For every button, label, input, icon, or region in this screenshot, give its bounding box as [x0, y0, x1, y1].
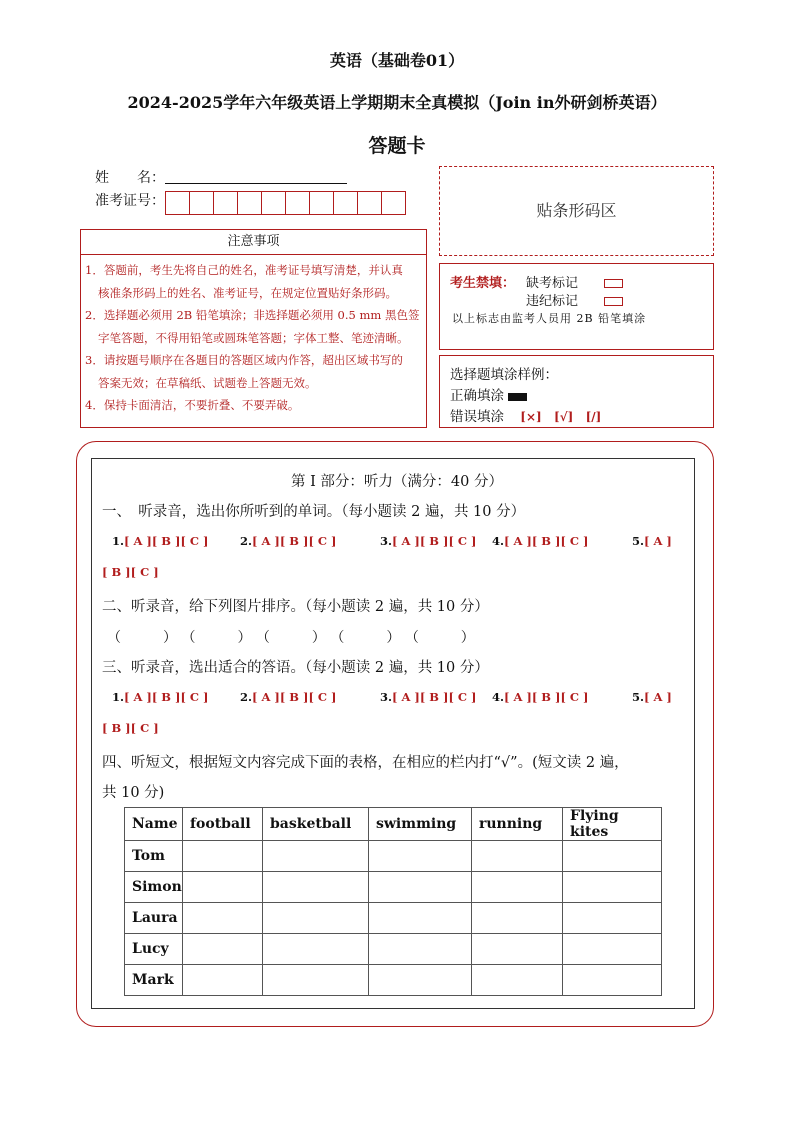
section3-question: [380, 690, 477, 704]
order-blank[interactable]: （ ）: [181, 630, 252, 646]
exam-id-label: 准考证号：: [95, 193, 165, 209]
row-name: Simon: [125, 872, 183, 903]
notice-item: [81, 394, 426, 417]
violation-label: 违纪标记: [526, 294, 579, 309]
section1-question: [492, 534, 589, 548]
name-field[interactable]: [165, 183, 347, 184]
tick-cell[interactable]: [563, 965, 662, 996]
tick-cell[interactable]: [563, 872, 662, 903]
table-row: [125, 965, 662, 996]
answer-option[interactable]: [ A ]: [504, 534, 532, 548]
answer-option[interactable]: [ A ]: [124, 534, 152, 548]
answer-option[interactable]: [ B ]: [279, 690, 309, 704]
answer-option[interactable]: [ B ]: [151, 690, 181, 704]
tick-cell[interactable]: [472, 872, 563, 903]
wrong-mark: [×]: [520, 410, 542, 424]
tick-cell[interactable]: [183, 965, 263, 996]
exam-id-digit-box[interactable]: [165, 191, 190, 215]
answer-option[interactable]: [ B ]: [279, 534, 309, 548]
question-number: 3.: [380, 690, 393, 704]
table-row: [125, 872, 662, 903]
correct-fill-sample: [508, 393, 527, 401]
answer-option[interactable]: [ B ]: [419, 534, 449, 548]
notice-text: 答题前，考生先将自己的姓名，准考证号填写清楚，并认真: [103, 263, 403, 277]
question-number: 1.: [112, 534, 125, 548]
tick-cell[interactable]: [369, 934, 472, 965]
tick-cell[interactable]: [263, 934, 369, 965]
notice-text: 请按题号顺序在各题目的答题区域内作答，超出区域书写的: [103, 353, 403, 367]
answer-option[interactable]: [ A ]: [644, 534, 672, 548]
wrong-mark: [/]: [585, 410, 602, 424]
answer-option[interactable]: [ A ]: [392, 690, 420, 704]
tick-cell[interactable]: [472, 934, 563, 965]
tick-cell[interactable]: [563, 903, 662, 934]
section1-question: [632, 534, 672, 548]
absent-mark-row: [526, 272, 623, 291]
wrong-fill-label: 错误填涂: [450, 409, 504, 425]
exam-id-digit-box[interactable]: [237, 191, 262, 215]
name-label: 姓 名：: [95, 170, 165, 186]
table-row: [125, 903, 662, 934]
answer-option[interactable]: [ A ]: [504, 690, 532, 704]
section3-question-wrap: [102, 721, 159, 735]
activity-table: [124, 807, 662, 996]
row-name: Tom: [125, 841, 183, 872]
order-blank[interactable]: （ ）: [330, 630, 401, 646]
answer-option[interactable]: [ A ]: [392, 534, 420, 548]
answer-option[interactable]: [ C ]: [130, 721, 159, 735]
exam-id-digit-box[interactable]: [213, 191, 238, 215]
exam-id-digit-box[interactable]: [189, 191, 214, 215]
barcode-area: [439, 166, 714, 256]
prohibited-note: 以上标志由监考人员用 2B 铅笔填涂: [452, 312, 647, 325]
section4-heading-line1: 四、听短文，根据短文内容完成下面的表格，在相应的栏内打“√”。(短文读 2 遍，: [102, 755, 629, 771]
answer-option[interactable]: [ B ]: [102, 721, 131, 735]
answer-option[interactable]: [ C ]: [560, 534, 589, 548]
correct-fill-row: [450, 384, 527, 404]
section2-heading: 二、听录音，给下列图片排序。（每小题读 2 遍，共 10 分）: [102, 599, 489, 615]
exam-id-digit-box[interactable]: [333, 191, 358, 215]
exam-id-boxes[interactable]: [165, 191, 406, 215]
notice-text: 选择题必须用 2B 铅笔填涂；非选择题必须用 0.5 mm 黑色签: [103, 308, 420, 322]
answer-option[interactable]: [ C ]: [130, 565, 159, 579]
notice-text: 答案无效；在草稿纸、试题卷上答题无效。: [98, 375, 317, 390]
answer-option[interactable]: [ B ]: [531, 534, 561, 548]
tick-cell[interactable]: [472, 965, 563, 996]
exam-id-digit-box[interactable]: [261, 191, 286, 215]
section3-question: [112, 690, 209, 704]
section3-question: [632, 690, 672, 704]
table-header: Flying kites: [563, 808, 662, 841]
question-number: 4.: [492, 534, 505, 548]
wrong-fill-row: [450, 405, 601, 425]
tick-cell[interactable]: [369, 872, 472, 903]
tick-cell[interactable]: [563, 841, 662, 872]
prohibited-label: 考生禁填：: [450, 276, 516, 291]
answer-option[interactable]: [ C ]: [308, 534, 337, 548]
exam-id-digit-box[interactable]: [381, 191, 406, 215]
section1-question: [112, 534, 209, 548]
answer-option[interactable]: [ B ]: [151, 534, 181, 548]
section3-question: [240, 690, 337, 704]
notice-text: 保持卡面清洁，不要折叠、不要弄破。: [103, 398, 300, 412]
section1-heading: 一、 听录音，选出你所听到的单词。（每小题读 2 遍，共 10 分）: [102, 504, 526, 520]
tick-cell[interactable]: [369, 841, 472, 872]
table-header: football: [183, 808, 263, 841]
answer-option[interactable]: [ C ]: [560, 690, 589, 704]
question-number: 1.: [112, 690, 125, 704]
section1-question-wrap: [102, 565, 159, 579]
order-blank[interactable]: （ ）: [107, 630, 177, 646]
notice-item: [81, 259, 426, 304]
answer-option[interactable]: [ B ]: [531, 690, 561, 704]
section3-heading: 三、听录音，选出适合的答语。（每小题读 2 遍，共 10 分）: [102, 660, 489, 676]
correct-fill-label: 正确填涂: [450, 388, 504, 404]
row-name: Laura: [125, 903, 183, 934]
answer-option[interactable]: [ C ]: [448, 690, 477, 704]
tick-cell[interactable]: [472, 903, 563, 934]
order-blank[interactable]: （ ）: [404, 630, 475, 646]
table-header: basketball: [263, 808, 369, 841]
notice-num: 1．: [85, 263, 104, 277]
answer-option[interactable]: [ B ]: [102, 565, 131, 579]
answer-option[interactable]: [ A ]: [252, 534, 280, 548]
notice-num: 3．: [85, 353, 104, 367]
order-blank[interactable]: （ ）: [255, 630, 326, 646]
tick-cell[interactable]: [369, 965, 472, 996]
tick-cell[interactable]: [183, 903, 263, 934]
row-name: Mark: [125, 965, 183, 996]
order-blanks-row: [107, 627, 475, 647]
question-number: 4.: [492, 690, 505, 704]
answer-option[interactable]: [ C ]: [448, 534, 477, 548]
table-row: [125, 934, 662, 965]
tick-cell[interactable]: [263, 872, 369, 903]
tick-cell[interactable]: [369, 903, 472, 934]
barcode-label: 贴条形码区: [536, 201, 617, 220]
absent-mark-box[interactable]: [604, 279, 623, 288]
question-number: 5.: [632, 690, 645, 704]
tick-cell[interactable]: [183, 841, 263, 872]
answer-option[interactable]: [ A ]: [252, 690, 280, 704]
table-header: Name: [125, 808, 183, 841]
tick-cell[interactable]: [183, 872, 263, 903]
table-header: swimming: [369, 808, 472, 841]
notice-item: [81, 349, 426, 394]
question-number: 5.: [632, 534, 645, 548]
fill-example-box: [439, 355, 714, 428]
prohibited-box: [439, 263, 714, 350]
wrong-mark: [√]: [554, 410, 574, 424]
section3-answers: [0, 690, 794, 740]
answer-option[interactable]: [ C ]: [308, 690, 337, 704]
notice-item: [81, 304, 426, 349]
tick-cell[interactable]: [183, 934, 263, 965]
section1-question: [380, 534, 477, 548]
subject-title: 英语（基础卷01）: [329, 51, 465, 70]
card-title: 答题卡: [368, 135, 426, 157]
notice-text: 字笔答题，不得用铅笔或圆珠笔答题；字体工整、笔迹清晰。: [98, 330, 409, 345]
question-number: 2.: [240, 690, 253, 704]
section1-question: [240, 534, 337, 548]
violation-mark-box[interactable]: [604, 297, 623, 306]
answer-option[interactable]: [ B ]: [419, 690, 449, 704]
fill-example-title: 选择题填涂样例：: [450, 367, 558, 383]
section1-answers: [0, 534, 794, 584]
answer-option[interactable]: [ A ]: [644, 690, 672, 704]
answer-option[interactable]: [ A ]: [124, 690, 152, 704]
notice-text: 核准条形码上的姓名、准考证号，在规定位置贴好条形码。: [98, 285, 397, 300]
tick-cell[interactable]: [563, 934, 662, 965]
table-header: running: [472, 808, 563, 841]
tick-cell[interactable]: [263, 965, 369, 996]
part1-title: 第 I 部分：听力（满分：40 分）: [290, 474, 503, 490]
notice-box: [80, 229, 427, 428]
question-number: 2.: [240, 534, 253, 548]
tick-cell[interactable]: [472, 841, 563, 872]
violation-mark-row: [526, 290, 623, 309]
notice-num: 4．: [85, 398, 104, 412]
table-header-row: [125, 808, 662, 841]
answer-option[interactable]: [ C ]: [180, 690, 209, 704]
table-row: [125, 841, 662, 872]
section4-heading-line2: 共 10 分): [102, 785, 165, 801]
question-number: 3.: [380, 534, 393, 548]
exam-id-digit-box[interactable]: [309, 191, 334, 215]
section3-question: [492, 690, 589, 704]
tick-cell[interactable]: [263, 841, 369, 872]
tick-cell[interactable]: [263, 903, 369, 934]
absent-label: 缺考标记: [526, 276, 579, 291]
notice-num: 2．: [85, 308, 104, 322]
notice-title: 注意事项: [81, 230, 426, 255]
exam-title: 2024-2025学年六年级英语上学期期末全真模拟（Join in外研剑桥英语）: [127, 93, 667, 112]
exam-id-digit-box[interactable]: [357, 191, 382, 215]
exam-id-digit-box[interactable]: [285, 191, 310, 215]
answer-option[interactable]: [ C ]: [180, 534, 209, 548]
row-name: Lucy: [125, 934, 183, 965]
